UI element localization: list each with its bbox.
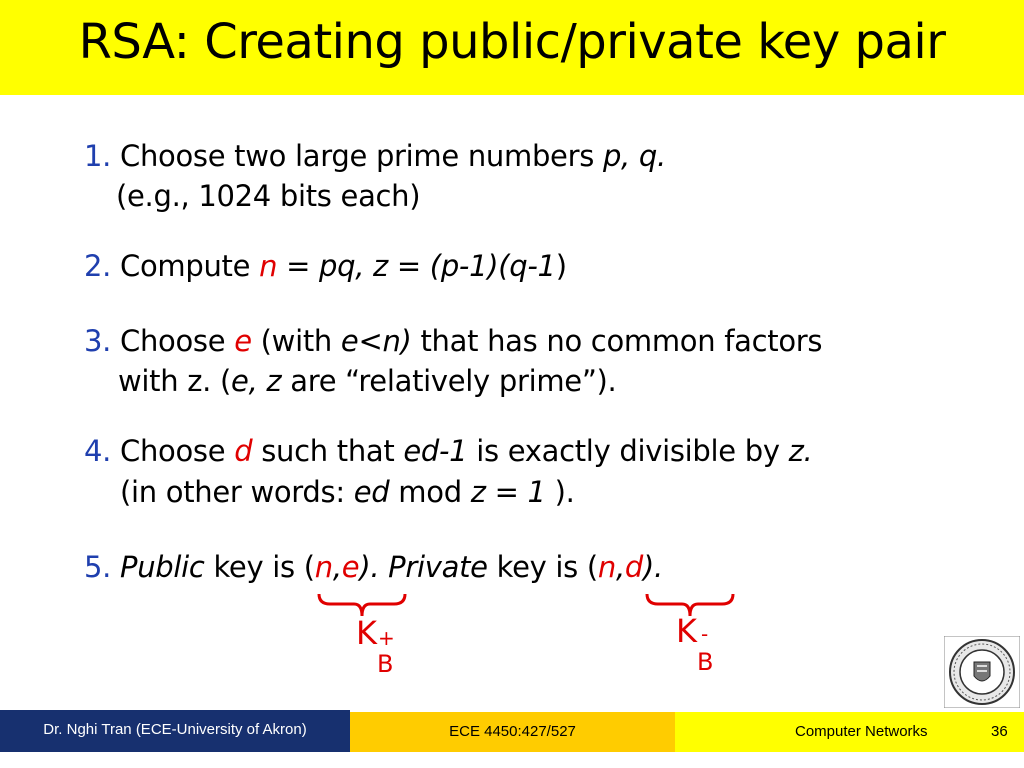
step-text: with z. ( <box>118 364 232 398</box>
step-text: ) <box>555 249 567 283</box>
key-superscript: + <box>377 626 395 650</box>
step-text: (with <box>251 324 341 358</box>
variable-n: n <box>314 550 333 584</box>
step-text: such that <box>252 434 404 468</box>
variable-n: n <box>259 249 278 283</box>
step-text: are “relatively prime”). <box>281 364 617 398</box>
step-4 <box>84 431 812 471</box>
key-superscript: - <box>700 622 709 646</box>
step-5 <box>84 547 663 587</box>
step-number: 1. <box>84 139 112 173</box>
step-number: 4. <box>84 434 112 468</box>
university-seal-icon <box>944 636 1020 708</box>
step-text: is exactly divisible by <box>467 434 789 468</box>
step-2 <box>84 246 567 286</box>
step-1-line-2: (e.g., 1024 bits each) <box>116 179 421 213</box>
step-text-italic: z = 1 <box>470 475 546 509</box>
step-text-italic: ). <box>643 550 663 584</box>
private-key-label <box>676 612 714 676</box>
page-number: 36 <box>991 723 1008 740</box>
variable-e: e <box>341 550 360 584</box>
step-text: that has no common factors <box>411 324 823 358</box>
comma: , <box>615 550 625 584</box>
step-text: ). <box>545 475 575 509</box>
variable-d: d <box>234 434 253 468</box>
step-text-italic: p, q. <box>602 139 666 173</box>
step-text: key is ( <box>204 550 315 584</box>
variable-d: d <box>624 550 644 584</box>
comma: , <box>332 550 342 584</box>
key-k: K <box>676 612 697 650</box>
variable-e: e <box>234 324 252 358</box>
step-text-italic: = pq, z = (p-1)(q-1 <box>277 249 556 283</box>
variable-n: n <box>597 550 616 584</box>
step-text-italic: e<n) <box>340 324 412 358</box>
step-4-line-2 <box>120 472 575 512</box>
key-subscript: B <box>376 650 394 678</box>
key-subscript: B <box>696 648 714 676</box>
step-number: 2. <box>84 249 112 283</box>
step-text: (in other words: <box>120 475 354 509</box>
slide-title: RSA: Creating public/private key pair <box>78 14 946 70</box>
footer-author: Dr. Nghi Tran (ECE-University of Akron) <box>0 710 350 752</box>
key-k: K <box>356 614 377 652</box>
footer-course-code: ECE 4450:427/527 <box>350 712 675 752</box>
step-text: Choose <box>120 324 235 358</box>
step-text-italic: ed-1 <box>403 434 468 468</box>
step-text-italic: Public <box>120 550 205 584</box>
step-text: Choose two large prime numbers <box>120 139 603 173</box>
step-number: 5. <box>84 550 112 584</box>
step-text-italic: z. <box>788 434 813 468</box>
step-text-italic: e, z <box>231 364 282 398</box>
step-text: Compute <box>120 249 260 283</box>
step-text-italic: ). <box>359 550 389 584</box>
footer-right <box>675 712 1024 752</box>
step-text: mod <box>389 475 471 509</box>
step-text-italic: Private <box>388 550 488 584</box>
step-3-line-2 <box>118 361 616 401</box>
footer-course-name: Computer Networks <box>795 723 928 740</box>
step-number: 3. <box>84 324 112 358</box>
step-text: key is ( <box>487 550 598 584</box>
step-text: Choose <box>120 434 235 468</box>
step-3 <box>84 321 822 361</box>
public-key-label <box>356 614 395 678</box>
step-1 <box>84 136 666 176</box>
step-text-italic: ed <box>353 475 390 509</box>
